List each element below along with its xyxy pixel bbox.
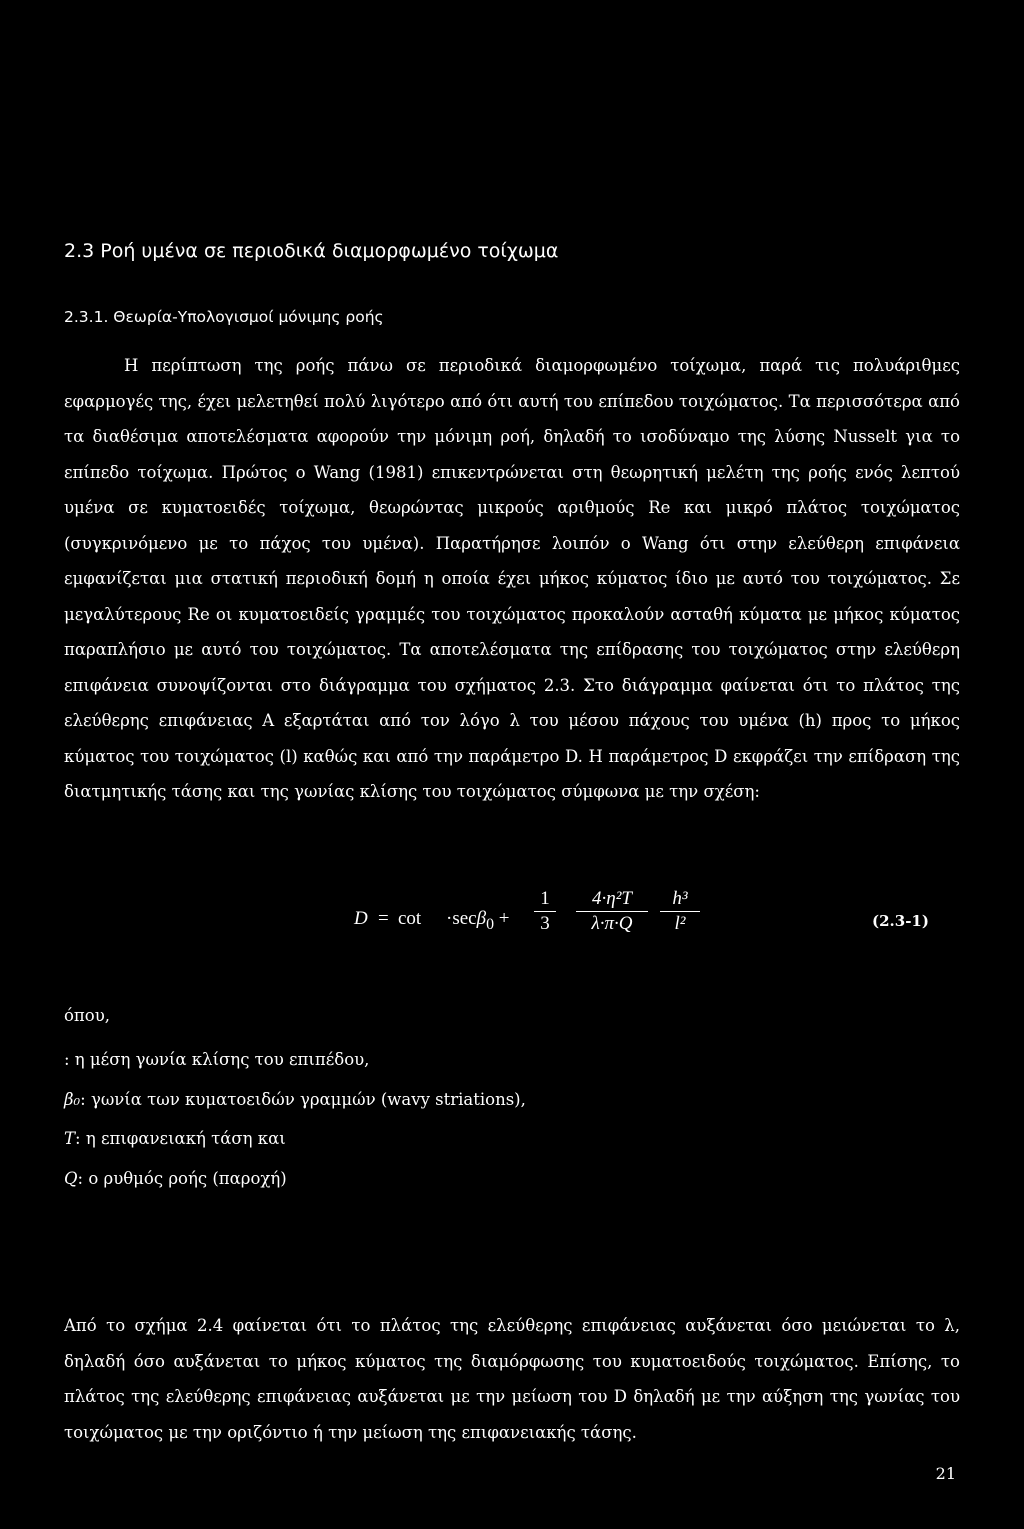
formula-lhs: D bbox=[354, 908, 368, 929]
paragraph-1: Η περίπτωση της ροής πάνω σε περιοδικά διαμορφωμένο τοίχωμα, παρά τις πολυάριθμες εφαρμογές της, έχει μελετηθεί πολύ λιγότερο από ότι αυτή του επίπεδου τοιχώματος. Τα περισσότερα από τα διαθέσιμα αποτελέσματα αφορούν την μόνιμη ροή, δηλαδή το ισοδύναμο της λύσης Nusselt για το επίπεδο τοίχωμα. Πρώτος ο Wang (1981) επικεντρώνεται στη θεωρητική μελέτη της ροής ενός λεπτού υμένα σε κυματοειδές τοίχωμα, θεωρώντας μικρούς αριθμούς Re και μικρό πλάτος τοιχώματος (συγκρινόμενο με το πάχος του υμένα). Παρατήρησε λοιπόν ο Wang ότι στην ελεύθερη επιφάνεια εμφανίζεται μια στατική περιοδική δομή η οποία έχει μήκος κύματος ίδιο με αυτό του τοιχώματος. Σε μεγαλύτερους Re οι κυματοειδείς γραμμές του τοιχώματος προκαλούν ασταθή κύματα με μήκος κύματος παραπλήσιο με αυτό του τοιχώματος. Τα αποτελέσματα της επίδρασης του τοιχώματος στην ελεύθερη επιφάνεια συνοψίζονται στο διάγραμμα του σχήματος 2.3. Στο διάγραμμα φαίνεται ότι το πλάτος της ελεύθερης επιφάνειας A εξαρτάται από τον λόγο λ του μέσου πάχους του υμένα (h) προς το μήκος κύματος του τοιχώματος (l) καθώς και από την παράμετρο D. Η παράμετρος D εκφράζει την επίδραση της διατμητικής τάσης και της γωνίας κλίσης του τοιχώματος σύμφωνα με την σχέση: bbox=[64, 356, 960, 801]
definition-text: : γωνία των κυματοειδών γραμμών (wavy striations), bbox=[80, 1089, 526, 1109]
subsection-heading: 2.3.1. Θεωρία-Υπολογισμοί μόνιμης ροής bbox=[64, 308, 384, 326]
formula-sec-term bbox=[446, 908, 509, 934]
equation-2-3-1 bbox=[340, 884, 960, 954]
fraction-1-denominator: 3 bbox=[540, 913, 550, 934]
where-label: όπου, bbox=[64, 1006, 110, 1025]
formula-beta: β bbox=[476, 908, 487, 929]
definition-text: : η μέση γωνία κλίσης του επιπέδου, bbox=[64, 1050, 370, 1069]
definition-symbol: β₀ bbox=[64, 1089, 81, 1109]
formula-fraction-1 bbox=[534, 888, 556, 935]
formula-fraction-2 bbox=[576, 888, 648, 935]
definition-item bbox=[64, 1119, 526, 1159]
definition-symbol: Q bbox=[64, 1168, 78, 1188]
fraction-2-bar bbox=[576, 911, 648, 912]
equation-label: (2.3-1) bbox=[872, 912, 929, 930]
fraction-3-bar bbox=[660, 911, 700, 912]
formula-cot: cot bbox=[398, 908, 422, 929]
fraction-1-numerator: 1 bbox=[540, 888, 550, 909]
fraction-2-denominator: λ·π·Q bbox=[591, 913, 633, 934]
formula-fraction-3 bbox=[660, 888, 700, 935]
section-heading: 2.3 Ροή υμένα σε περιοδικά διαμορφωμένο τοίχωμα bbox=[64, 240, 559, 262]
fraction-2-numerator: 4·η²T bbox=[592, 888, 632, 909]
fraction-1-bar bbox=[534, 911, 556, 912]
definition-text: : η επιφανειακή τάση και bbox=[75, 1129, 286, 1148]
fraction-3-denominator: l² bbox=[674, 913, 686, 934]
formula-plus: + bbox=[498, 908, 510, 929]
fraction-3-numerator: h³ bbox=[672, 888, 688, 909]
formula-beta-sub: 0 bbox=[486, 915, 494, 933]
definition-item bbox=[64, 1080, 526, 1120]
definition-item bbox=[64, 1040, 526, 1080]
formula-sec: ·sec bbox=[446, 908, 477, 929]
definition-symbol: T bbox=[64, 1129, 76, 1148]
page-number: 21 bbox=[935, 1464, 956, 1483]
definitions-list bbox=[64, 1040, 526, 1198]
formula-equals: = bbox=[378, 908, 389, 929]
definition-text: : ο ρυθμός ροής (παροχή) bbox=[77, 1168, 287, 1188]
definition-item bbox=[64, 1159, 526, 1199]
paragraph-2: Από το σχήμα 2.4 φαίνεται ότι το πλάτος της ελεύθερης επιφάνειας αυξάνεται όσο μειώνεται το λ, δηλαδή όσο αυξάνεται το μήκος κύματος της διαμόρφωσης του κυματοειδούς τοιχώματος. Επίσης, το πλάτος της ελεύθερης επιφάνειας αυξάνεται με την μείωση του D δηλαδή με την αύξηση της γωνίας του τοιχώματος με την οριζόντιο ή την μείωση της επιφανειακής τάσης. bbox=[64, 1316, 960, 1442]
